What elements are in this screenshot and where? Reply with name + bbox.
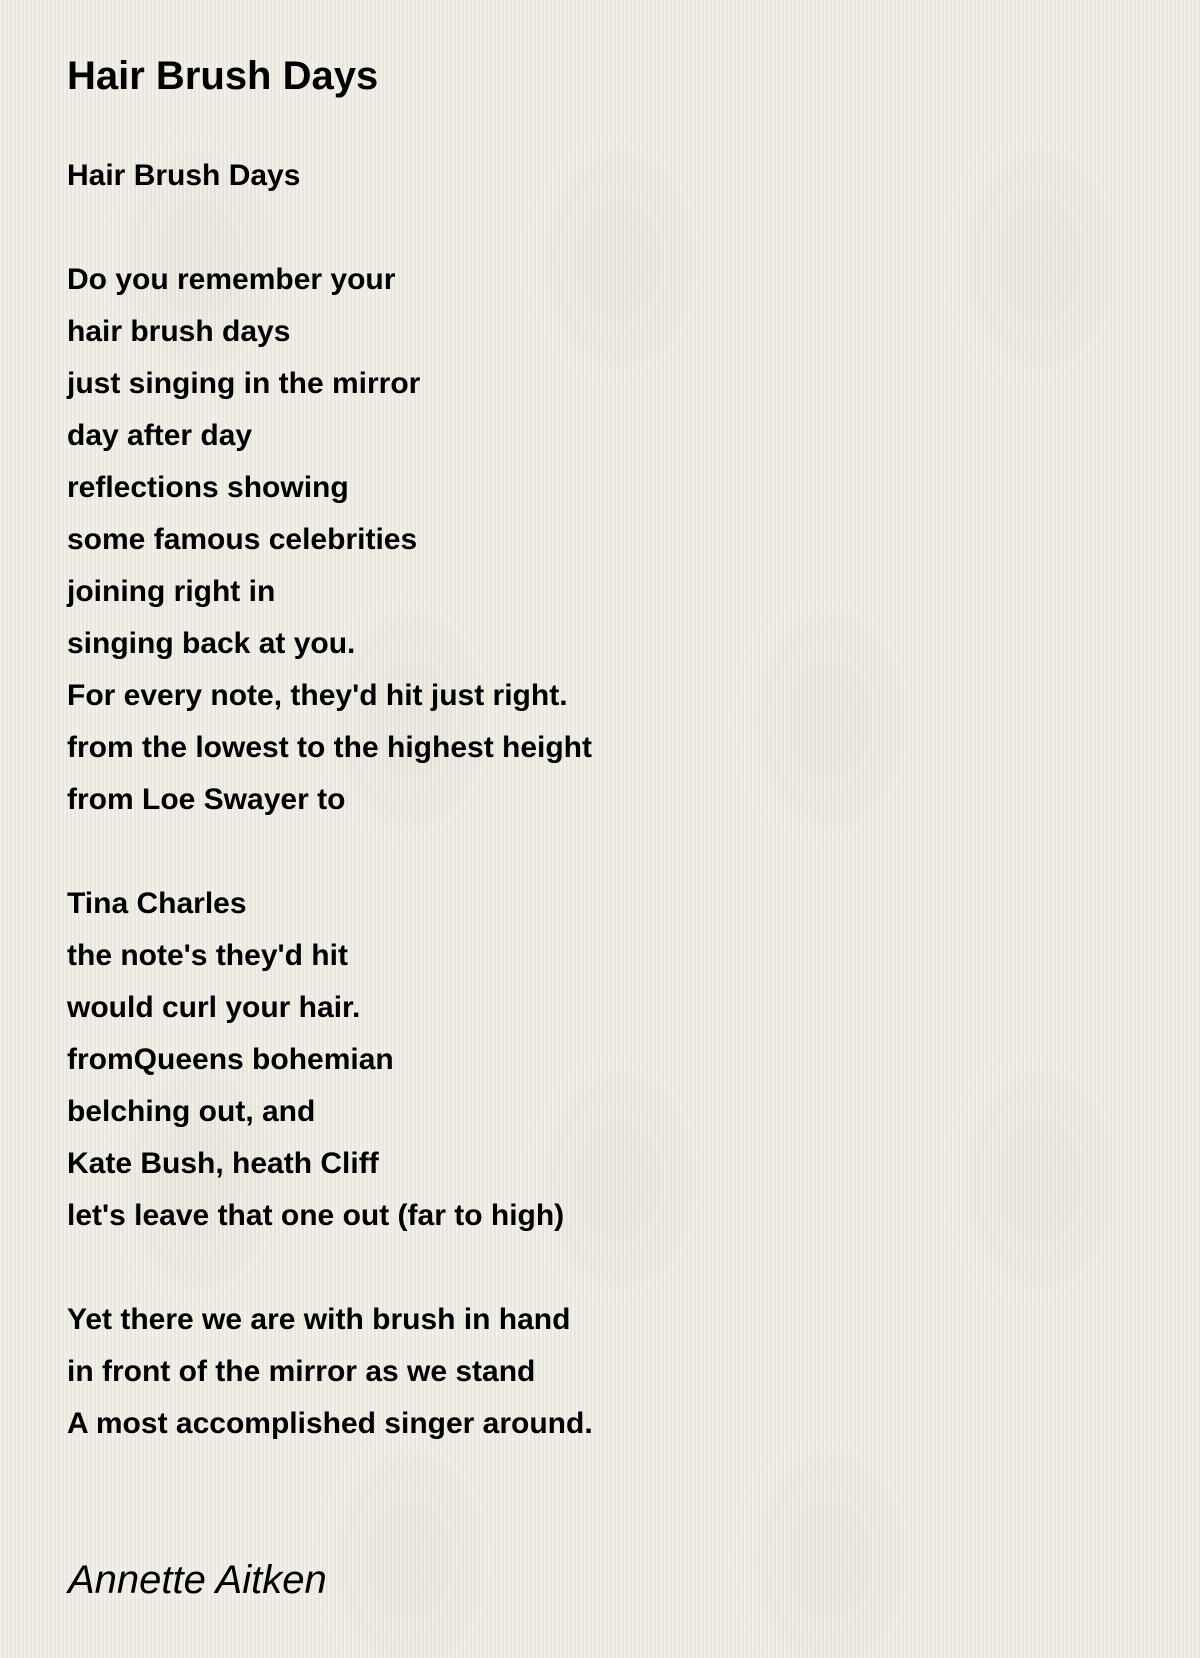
poem-line: day after day [67,419,253,452]
poem-line: Tina Charles [67,887,247,920]
poem-line: Kate Bush, heath Cliff [67,1147,379,1180]
poem-line: hair brush days [67,315,291,348]
poem-subtitle: Hair Brush Days [67,159,301,192]
poem-line: reflections showing [67,471,349,504]
stanza-gap [67,1242,593,1294]
poem-line: in front of the mirror as we stand [67,1355,536,1388]
poem-line: some famous celebrities [67,523,418,556]
poem-line: Yet there we are with brush in hand [67,1303,571,1336]
stanza-gap [67,826,593,878]
poem-line: joining right in [67,575,276,608]
poem-line: let's leave that one out (far to high) [67,1199,565,1232]
poem-line: the note's they'd hit [67,939,348,972]
poem-line: singing back at you. [67,627,356,660]
poem-line: from Loe Swayer to [67,783,346,816]
poem-line: Do you remember your [67,263,396,296]
stanza-3 [67,1294,593,1450]
stanza-gap [67,202,593,254]
poem-line: For every note, they'd hit just right. [67,679,568,712]
poem-line: belching out, and [67,1095,316,1128]
poem-line: A most accomplished singer around. [67,1407,593,1440]
page-title: Hair Brush Days [67,54,379,98]
poem-line: just singing in the mirror [67,367,421,400]
poem-line: fromQueens bohemian [67,1043,394,1076]
stanza-2 [67,878,593,1242]
poem-line: from the lowest to the highest height [67,731,592,764]
poem-body [67,150,593,1450]
stanza-1 [67,254,593,826]
poem-line: would curl your hair. [67,991,361,1024]
poem-author: Annette Aitken [68,1558,327,1602]
